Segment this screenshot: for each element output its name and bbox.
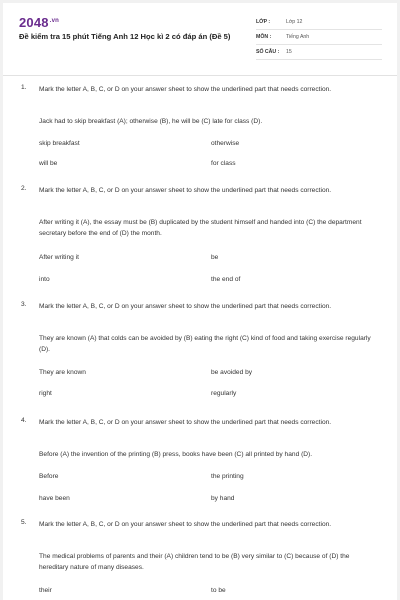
question-4 <box>21 417 381 513</box>
question-number: 4. <box>21 417 27 424</box>
meta-row-class <box>256 15 382 30</box>
option-b[interactable]: otherwise <box>211 140 240 147</box>
option-d[interactable]: for class <box>211 160 236 167</box>
question-instruction: Mark the letter A, B, C, or D on your answer sheet to show the underlined part that needs correction. <box>39 521 332 528</box>
meta-value: 15 <box>286 49 292 55</box>
question-instruction: Mark the letter A, B, C, or D on your answer sheet to show the underlined part that needs correction. <box>39 187 332 194</box>
option-d[interactable]: by hand <box>211 495 235 502</box>
option-b[interactable]: be <box>211 254 219 261</box>
option-b[interactable]: to be <box>211 587 226 594</box>
question-sentence: Jack had to skip breakfast (A); otherwise (B), he will be (C) late for class (D). <box>39 118 263 125</box>
option-a[interactable]: Before <box>39 473 59 480</box>
question-5 <box>21 519 381 600</box>
option-c[interactable]: will be <box>39 160 58 167</box>
meta-value: Tiếng Anh <box>286 34 310 40</box>
meta-key: MÔN : <box>256 34 272 40</box>
question-2 <box>21 185 381 295</box>
option-c[interactable]: right <box>39 390 52 397</box>
logo-main: 2048 <box>19 15 49 30</box>
question-sentence: Before (A) the invention of the printing (B) press, books have been (C) all printed by hand (D). <box>39 451 313 458</box>
site-logo[interactable] <box>19 15 59 30</box>
option-c[interactable]: have been <box>39 495 70 502</box>
question-number: 5. <box>21 519 27 526</box>
worksheet-header <box>3 3 397 75</box>
question-sentence: They are known (A) that colds can be avoided by (B) eating the right (C) kind of food and taking exercise regularly (D). <box>39 335 371 353</box>
meta-value: Lớp 12 <box>286 19 303 25</box>
worksheet-title: Đề kiểm tra 15 phút Tiếng Anh 12 Học kì 2 có đáp án (Đề 5) <box>19 32 231 41</box>
option-a[interactable]: their <box>39 587 52 594</box>
option-b[interactable]: be avoided by <box>211 369 253 376</box>
meta-row-count <box>256 45 382 60</box>
option-c[interactable]: into <box>39 276 50 283</box>
option-a[interactable]: After writing it <box>39 254 79 261</box>
header-divider <box>3 75 397 76</box>
question-number: 1. <box>21 84 27 91</box>
question-instruction: Mark the letter A, B, C, or D on your answer sheet to show the underlined part that needs correction. <box>39 303 332 310</box>
question-number: 3. <box>21 301 27 308</box>
meta-key: SỐ CÂU : <box>256 49 280 55</box>
question-instruction: Mark the letter A, B, C, or D on your answer sheet to show the underlined part that needs correction. <box>39 419 332 426</box>
worksheet-page <box>3 3 397 600</box>
meta-row-subject <box>256 30 382 45</box>
option-d[interactable]: regularly <box>211 390 237 397</box>
option-a[interactable]: They are known <box>39 369 86 376</box>
question-sentence: The medical problems of parents and their (A) children tend to be (B) very similar to (C) because of (D) the hereditary nature of many diseases. <box>39 553 350 571</box>
worksheet-meta <box>256 15 382 60</box>
option-b[interactable]: the printing <box>211 473 244 480</box>
meta-key: LỚP : <box>256 19 271 25</box>
logo-ext: .vn <box>49 17 60 24</box>
question-1 <box>21 84 381 192</box>
option-a[interactable]: skip breakfast <box>39 140 80 147</box>
question-sentence: After writing it (A), the essay must be (B) duplicated by the student himself and handed into (C) the department secretary before the end of (D) the month. <box>39 219 362 237</box>
question-number: 2. <box>21 185 27 192</box>
question-instruction: Mark the letter A, B, C, or D on your answer sheet to show the underlined part that needs correction. <box>39 86 332 93</box>
option-d[interactable]: the end of <box>211 276 241 283</box>
question-3 <box>21 301 381 407</box>
